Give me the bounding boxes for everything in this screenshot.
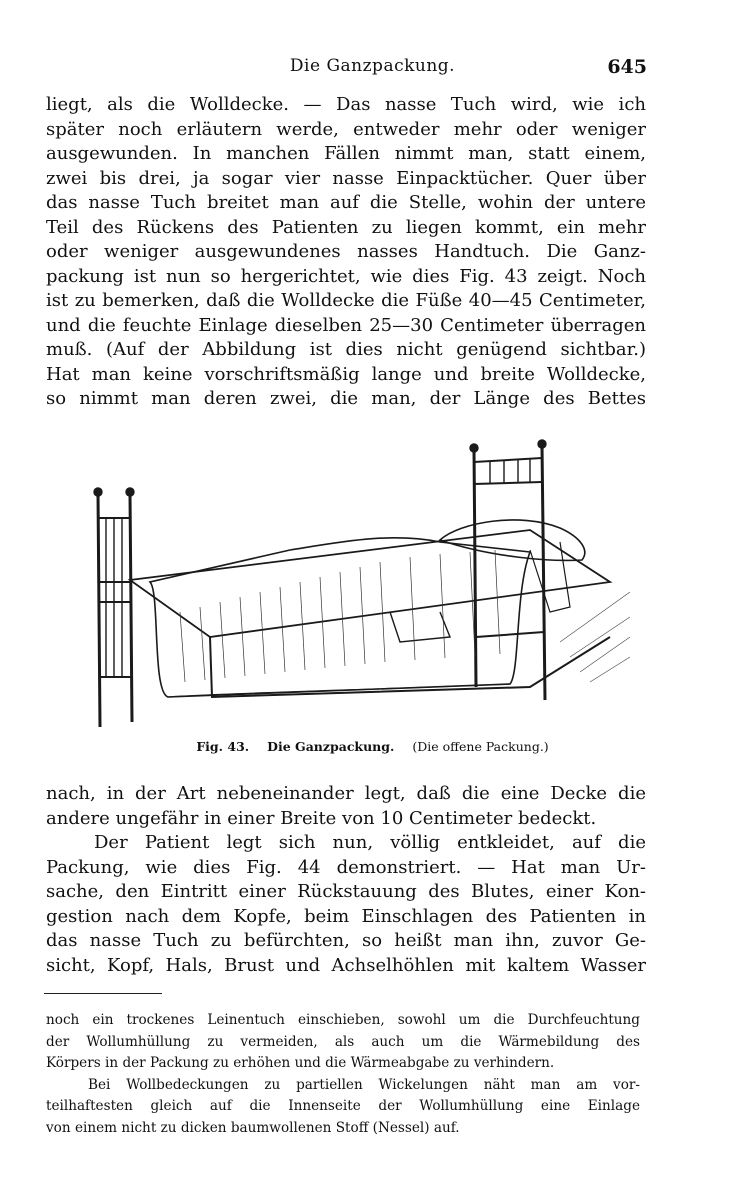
footnote-rule [44, 993, 162, 994]
paragraph-2 [46, 782, 646, 831]
text-line: Teil des Rückens des Patienten zu liegen kommt, ein mehr [46, 216, 646, 238]
text-line: zwei bis drei, ja sogar vier nasse Einpacktücher. Quer über [46, 167, 646, 189]
text-line: Hat man keine vorschriftsmäßig lange und breite Wolldecke, [46, 363, 646, 385]
text-line: muß. (Auf der Abbildung ist dies nicht genügend sichtbar.) [46, 339, 646, 360]
footnote-line: von einem nicht zu dicken baumwollenen Stoff (Nessel) auf. [46, 1119, 460, 1136]
text-line: sache, den Eintritt einer Rückstauung des Blutes, einer Kon- [46, 881, 646, 902]
text-line: so nimmt man deren zwei, die man, der Länge des Bettes [46, 388, 646, 409]
text-line: ist zu bemerken, daß die Wolldecke die Füße 40—45 Centimeter, [46, 290, 646, 311]
text-line: das nasse Tuch breitet man auf die Stelle, wohin der untere [46, 192, 646, 213]
footnote-line: der Wollumhüllung zu vermeiden, als auch um die Wärmebildung des [46, 1033, 640, 1050]
figure-caption [0, 738, 745, 756]
text-line: gestion nach dem Kopfe, beim Einschlagen des Patienten in [46, 905, 646, 927]
text-line: nach, in der Art nebeneinander legt, daß die eine Decke die [46, 783, 646, 804]
text-line: oder weniger ausgewundenes nasses Handtuch. Die Ganz- [46, 241, 646, 262]
footnote-line: Körpers in der Packung zu erhöhen und die Wärmeabgabe zu verhindern. [46, 1055, 555, 1071]
text-line: das nasse Tuch zu befürchten, so heißt man ihn, zuvor Ge- [46, 930, 646, 951]
text-line: und die feuchte Einlage dieselben 25—30 Centimeter überragen [46, 314, 646, 336]
text-line: sicht, Kopf, Hals, Brust und Achselhöhlen mit kaltem Wasser [46, 954, 646, 976]
figure-title: Die Ganzpackung. [267, 739, 395, 754]
footnotes [46, 1010, 640, 1139]
figure-label: Fig. 43. [196, 739, 250, 754]
figure-subtitle: (Die offene Packung.) [412, 739, 549, 754]
text-line: packung ist nun so hergerichtet, wie dies Fig. 43 zeigt. Noch [46, 265, 646, 287]
running-head [0, 52, 745, 82]
text-line: ausgewunden. In manchen Fällen nimmt man, statt einem, [46, 143, 646, 164]
text-line: Der Patient legt sich nun, völlig entkleidet, auf die [94, 832, 646, 853]
text-line: Packung, wie dies Fig. 44 demonstriert. — Hat man Ur- [46, 856, 646, 878]
page-number: 645 [607, 56, 647, 78]
footnote-line: Bei Wollbedeckungen zu partiellen Wickelungen näht man am vor- [88, 1076, 640, 1093]
footnote-line: noch ein trockenes Leinentuch einschieben, sowohl um die Durchfeuchtung [46, 1012, 640, 1028]
text-line: später noch erläutern werde, entweder mehr oder weniger [46, 118, 646, 140]
text-line: liegt, als die Wolldecke. — Das nasse Tuch wird, wie ich [46, 94, 646, 115]
text-line: andere ungefähr in einer Breite von 10 Centimeter bedeckt. [46, 807, 597, 829]
paragraph-1 [46, 93, 646, 412]
running-title: Die Ganzpackung. [289, 56, 456, 76]
footnote-line: teilhaftesten gleich auf die Innenseite der Wollumhüllung eine Einlage [46, 1098, 640, 1114]
paragraph-3 [46, 831, 646, 978]
bed-illustration [90, 432, 635, 732]
